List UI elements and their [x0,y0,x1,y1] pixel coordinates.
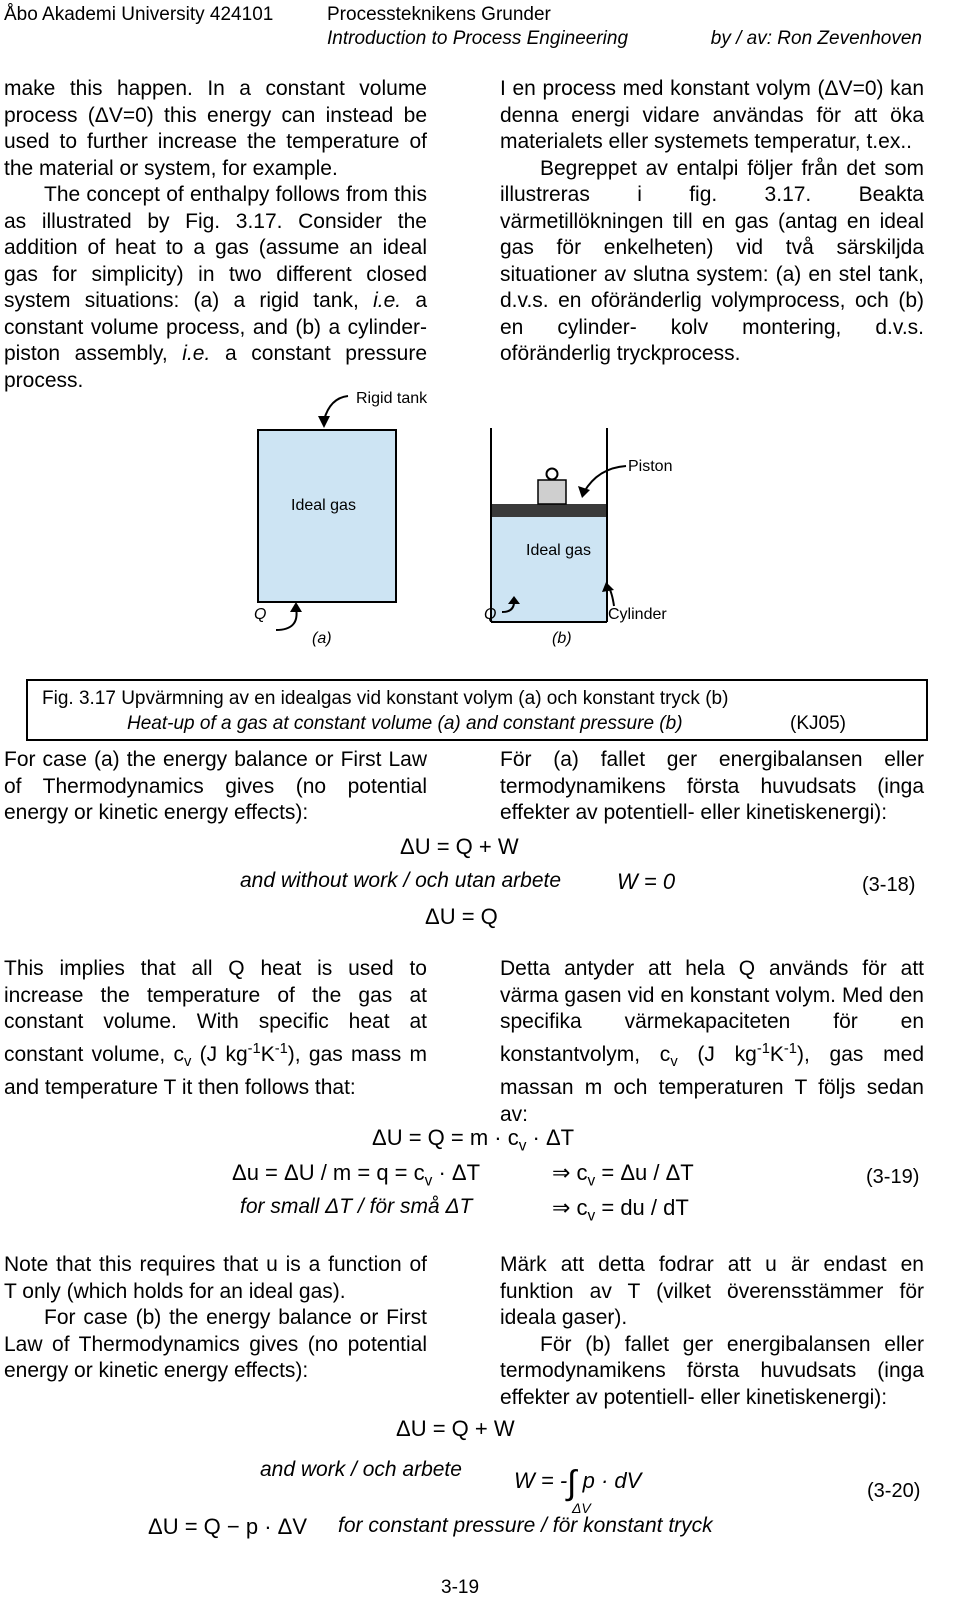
eq-3-18-w0: W = 0 [617,869,676,894]
intro-swedish [500,76,924,368]
eq-3-20-line1: ΔU = Q + W [396,1416,515,1441]
figure-caption-source: (KJ05) [790,713,846,734]
eq-3-20-text: and work / och arbete [260,1458,462,1481]
eq-3-18-text: and without work / och utan arbete [240,869,562,892]
label-ideal-gas-b: Ideal gas [526,542,591,559]
eq-number-3-19: (3-19) [866,1166,920,1188]
intro-sv-p2: Begreppet av entalpi följer från det som illustreras i fig. 3.17. Beakta värmetillökningen till en gas (antag en ideal gas för enkelheten) vid två särskiljda situationer av slutna system: (a) en stel tank, d.v.s. en oföränderlig volymprocess, och (b) en cylinder- kolv montering, d.v.s. oföränderlig tryckprocess. [500,156,924,365]
figure-caption-en: Heat-up of a gas at constant volume (a) and constant pressure (b) [127,713,683,734]
label-q-a: Q [254,606,267,623]
figure-caption-sv: Fig. 3.17 Upvärmning av en idealgas vid konstant volym (a) och konstant tryck (b) [42,688,729,709]
eq-number-3-18: (3-18) [862,874,916,896]
eq-3-20-work: W = -∫ p · dV [514,1464,642,1502]
eq-3-19-line2: $\Delta u = \Delta U / m = q = c_v \cdot \Delta T$ [232,1160,481,1190]
intro-english [4,76,427,394]
eq-number-3-20: (3-20) [867,1480,921,1502]
rigid-tank [258,430,396,602]
label-q-b: Q [484,606,497,623]
label-cylinder: Cylinder [608,606,667,623]
case-a-english: For case (a) the energy balance or First Law of Thermodynamics gives (no potential energy or kinetic energy effects): [4,748,427,824]
piston-arrow [584,466,626,492]
gas-region-b [492,516,606,622]
label-b: (b) [552,630,572,647]
intro-en-p2: The concept of enthalpy follows from this as illustrated by Fig. 3.17. Consider the addition of heat to a gas (assume an ideal gas for simplicity) in two different closed system situations: (a) a rigid tank, i.e. a constant volume process, and (b) a cylinder-piston assembly, i.e. a constant pressure process. [4,183,427,392]
piston [492,504,606,517]
eq-3-18-line1: ΔU = Q + W [400,834,519,859]
eq-3-19-line2-right: ⇒ $c_v = \Delta u / \Delta T$ [552,1160,694,1190]
case-b-english: Note that this requires that u is a function of T only (which holds for an ideal gas). For case (b) the energy balance or First Law of Thermodynamics gives (no potential energy or kinetic energy effects): [4,1253,427,1382]
eq-3-18-line2: ΔU = Q [425,904,498,929]
header-course-sv: Processteknikens Grunder [327,4,551,25]
intro-sv-p1: I en process med konstant volym (ΔV=0) kan denna energi vidare användas för att öka materialets eller systemets temperatur, t.ex.. [500,77,924,153]
piston-ring [547,469,558,480]
specific-heat-swedish: Detta antyder att hela Q används för att värma gasen vid en konstant volym. Med den specifika värmekapaciteten för en konstantvolym, $c_v$ (J $kg^{-1}K^{-1}$), gas med massan m och temperaturen T följs sedan av: [500,957,924,1126]
case-b-swedish: Märk att detta fodrar att u är endast en funktion av T (vilket överensstämmer för ideala gaser). För (b) fallet ger energibalansen eller termodynamikens första huvudsats (inga effekter av potentiell- eller kinetiskenergi): [500,1253,924,1409]
specific-heat-english: This implies that all Q heat is used to increase the temperature of the gas at constant volume. With specific heat at constant volume, $c_v$ (J $kg^{-1}K^{-1}$), gas mass m and temperature T it then follows that: [4,957,428,1100]
label-piston: Piston [628,458,673,475]
page-number: 3-19 [441,1577,480,1598]
eq-3-20-line2: ΔU = Q − p · ΔV [148,1514,307,1539]
label-rigid-tank: Rigid tank [356,390,428,407]
header-institution: Åbo Akademi University 424101 [4,4,274,25]
eq-3-20-integral-limit: ΔV [572,1500,591,1516]
header-course-en: Introduction to Process Engineering [327,28,629,49]
piston-weight [538,480,566,504]
intro-en-p1: make this happen. In a constant volume process (ΔV=0) this energy can instead be used to further increase the temperature of the material or system, for example. [4,77,427,180]
eq-3-20-line2-text: for constant pressure / för konstant tryck [338,1514,713,1537]
header-author: by / av: Ron Zevenhoven [710,28,922,49]
eq-3-19-line3-right: ⇒ $c_v$ = du / dT [552,1195,689,1225]
label-a: (a) [312,630,332,647]
case-a-swedish: För (a) fallet ger energibalansen eller termodynamikens första huvudsats (inga effekter av potentiell- eller kinetiskenergi): [500,748,924,824]
eq-3-19-line3: for small ΔT / för små ΔT [240,1195,473,1218]
label-ideal-gas-a: Ideal gas [291,497,356,514]
eq-3-19-line1: $\Delta U = Q = m \cdot c_v \cdot \Delta T$ [372,1125,575,1155]
